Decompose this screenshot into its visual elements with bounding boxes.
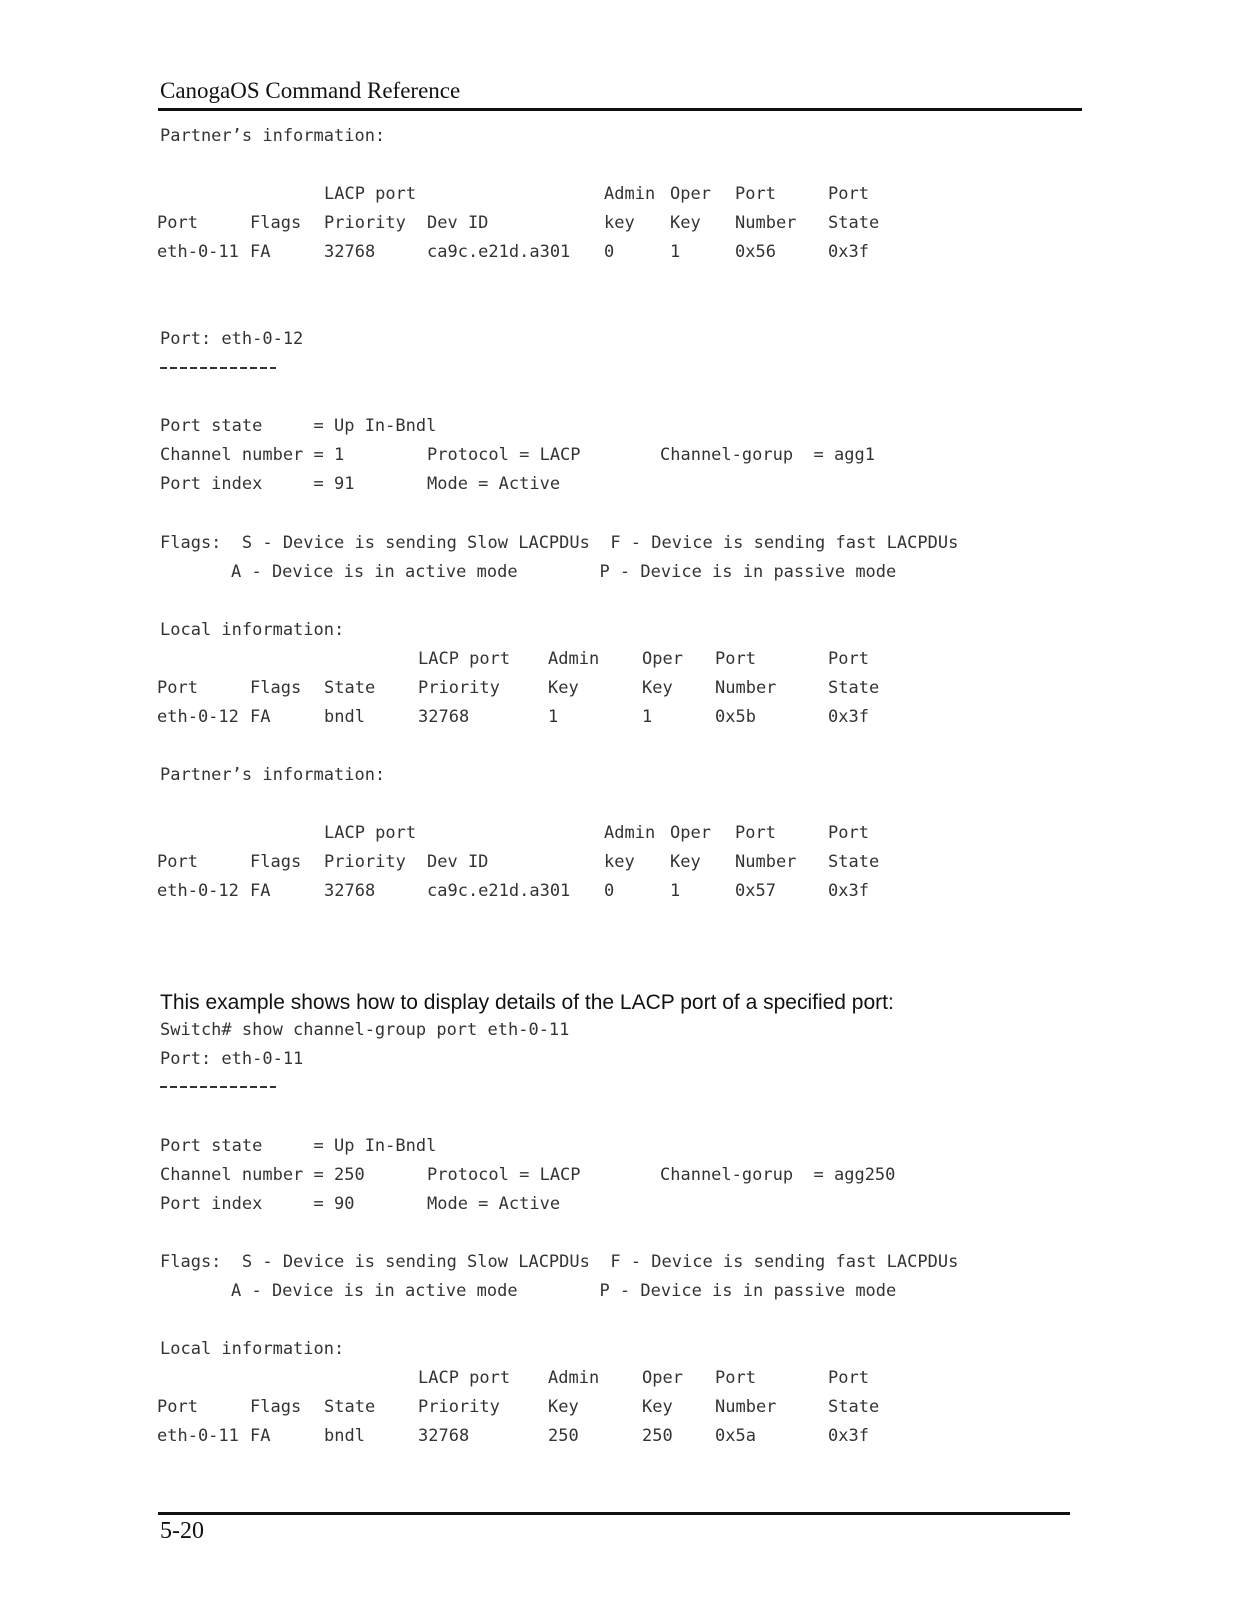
local-table-header-cell: State: [828, 678, 880, 698]
partner-table-header-cell: Key: [670, 852, 701, 872]
local-table-header-cell: Oper: [642, 649, 683, 669]
local-table-header-cell: Port: [828, 1368, 869, 1388]
partner-table-header-cell: LACP port: [324, 823, 417, 843]
local-table-row-cell: eth-0-11: [157, 1426, 239, 1446]
local-table-header-cell: LACP port: [418, 649, 511, 669]
local-table-row-cell: 32768: [418, 707, 470, 727]
local-table-header-cell: Port: [157, 1397, 198, 1417]
partner-table-header-cell: Flags: [250, 213, 302, 233]
partner-table-header-cell: key: [604, 213, 635, 233]
port-state-line: Port state = Up In-Bndl: [160, 416, 437, 436]
local-table-header-cell: Priority: [418, 1397, 500, 1417]
example-description: This example shows how to display details of the LACP port of a specified port:: [160, 991, 894, 1014]
channel-group-value: Channel-gorup = agg250: [660, 1165, 896, 1185]
port-index-line: Port index = 91: [160, 474, 355, 494]
partner-table-header-cell: Port: [828, 823, 869, 843]
partner-info-label: Partner’s information:: [160, 765, 386, 785]
partner-table-header-cell: Port: [157, 852, 198, 872]
local-table-header-cell: Key: [642, 678, 673, 698]
local-table-header-cell: Flags: [250, 1397, 302, 1417]
local-table-header-cell: Number: [715, 678, 777, 698]
page-header-title: CanogaOS Command Reference: [160, 78, 461, 103]
partner-table-row-cell: 32768: [324, 242, 376, 262]
local-table-row-cell: 0x5b: [715, 707, 756, 727]
flags-legend-line: Flags: S - Device is sending Slow LACPDUs F - Device is sending fast LACPDUs: [160, 533, 959, 553]
partner-table-row-cell: 0x3f: [828, 881, 869, 901]
port-heading: Port: eth-0-12: [160, 329, 304, 349]
local-table-header-cell: State: [324, 678, 376, 698]
partner-table-header-cell: State: [828, 852, 880, 872]
mode-value: Mode = Active: [427, 1194, 561, 1214]
partner-table-row-cell: eth-0-11: [157, 242, 239, 262]
partner-table-header-cell: Admin: [604, 823, 656, 843]
flags-legend-line: A - Device is in active mode P - Device is in passive mode: [231, 1281, 897, 1301]
local-table-header-cell: Port: [157, 678, 198, 698]
protocol-value: Protocol = LACP: [427, 1165, 581, 1185]
channel-group-value: Channel-gorup = agg1: [660, 445, 875, 465]
partner-table-header-cell: State: [828, 213, 880, 233]
header-rule: [158, 108, 1082, 111]
separator-dashes: [160, 367, 276, 369]
partner-table-row-cell: FA: [250, 881, 271, 901]
flags-legend-line: A - Device is in active mode P - Device is in passive mode: [231, 562, 897, 582]
port-state-line: Port state = Up In-Bndl: [160, 1136, 437, 1156]
port-index-line: Port index = 90: [160, 1194, 355, 1214]
partner-table-header-cell: key: [604, 852, 635, 872]
local-table-header-cell: Number: [715, 1397, 777, 1417]
partner-table-header-cell: Port: [828, 184, 869, 204]
partner-table-row-cell: 0x57: [735, 881, 776, 901]
channel-number-line: Channel number = 250: [160, 1165, 365, 1185]
local-table-header-cell: State: [828, 1397, 880, 1417]
local-table-row-cell: 1: [548, 707, 559, 727]
partner-table-header-cell: LACP port: [324, 184, 417, 204]
local-table-header-cell: Oper: [642, 1368, 683, 1388]
partner-table-row-cell: FA: [250, 242, 271, 262]
partner-info-label: Partner’s information:: [160, 126, 386, 146]
local-info-label: Local information:: [160, 1339, 345, 1359]
partner-table-header-cell: Oper: [670, 823, 711, 843]
partner-table-row-cell: ca9c.e21d.a301: [427, 242, 571, 262]
local-table-row-cell: 250: [642, 1426, 673, 1446]
local-table-header-cell: Admin: [548, 649, 600, 669]
local-table-row-cell: eth-0-12: [157, 707, 239, 727]
local-table-row-cell: 32768: [418, 1426, 470, 1446]
separator-dashes: [160, 1086, 276, 1088]
local-table-header-cell: Admin: [548, 1368, 600, 1388]
local-table-header-cell: Priority: [418, 678, 500, 698]
partner-table-header-cell: Port: [157, 213, 198, 233]
local-table-header-cell: Port: [715, 649, 756, 669]
partner-table-header-cell: Priority: [324, 852, 406, 872]
local-table-header-cell: Port: [715, 1368, 756, 1388]
page-number: 5-20: [160, 1518, 204, 1544]
local-table-row-cell: 0x3f: [828, 707, 869, 727]
partner-table-header-cell: Flags: [250, 852, 302, 872]
partner-table-row-cell: 1: [670, 881, 681, 901]
partner-table-header-cell: Number: [735, 852, 797, 872]
partner-table-row-cell: 32768: [324, 881, 376, 901]
local-table-header-cell: Key: [548, 678, 579, 698]
partner-table-header-cell: Oper: [670, 184, 711, 204]
partner-table-row-cell: ca9c.e21d.a301: [427, 881, 571, 901]
local-table-row-cell: 0x5a: [715, 1426, 756, 1446]
partner-table-row-cell: eth-0-12: [157, 881, 239, 901]
port-heading: Port: eth-0-11: [160, 1049, 304, 1069]
local-table-header-cell: State: [324, 1397, 376, 1417]
local-table-row-cell: 250: [548, 1426, 579, 1446]
local-table-row-cell: FA: [250, 707, 271, 727]
partner-table-row-cell: 0x56: [735, 242, 776, 262]
local-table-row-cell: 1: [642, 707, 653, 727]
footer-rule: [158, 1512, 1070, 1515]
partner-table-header-cell: Dev ID: [427, 213, 489, 233]
protocol-value: Protocol = LACP: [427, 445, 581, 465]
channel-number-line: Channel number = 1: [160, 445, 345, 465]
local-table-header-cell: Flags: [250, 678, 302, 698]
local-table-row-cell: FA: [250, 1426, 271, 1446]
local-table-row-cell: bndl: [324, 1426, 365, 1446]
partner-table-header-cell: Port: [735, 184, 776, 204]
local-info-label: Local information:: [160, 620, 345, 640]
partner-table-header-cell: Number: [735, 213, 797, 233]
partner-table-row-cell: 0: [604, 242, 615, 262]
local-table-header-cell: Port: [828, 649, 869, 669]
partner-table-header-cell: Dev ID: [427, 852, 489, 872]
local-table-row-cell: bndl: [324, 707, 365, 727]
partner-table-row-cell: 1: [670, 242, 681, 262]
mode-value: Mode = Active: [427, 474, 561, 494]
partner-table-header-cell: Priority: [324, 213, 406, 233]
local-table-row-cell: 0x3f: [828, 1426, 869, 1446]
local-table-header-cell: Key: [642, 1397, 673, 1417]
cli-command: Switch# show channel-group port eth-0-11: [160, 1020, 570, 1040]
partner-table-header-cell: Port: [735, 823, 776, 843]
flags-legend-line: Flags: S - Device is sending Slow LACPDUs F - Device is sending fast LACPDUs: [160, 1252, 959, 1272]
local-table-header-cell: Key: [548, 1397, 579, 1417]
partner-table-row-cell: 0x3f: [828, 242, 869, 262]
partner-table-header-cell: Admin: [604, 184, 656, 204]
partner-table-header-cell: Key: [670, 213, 701, 233]
local-table-header-cell: LACP port: [418, 1368, 511, 1388]
partner-table-row-cell: 0: [604, 881, 615, 901]
